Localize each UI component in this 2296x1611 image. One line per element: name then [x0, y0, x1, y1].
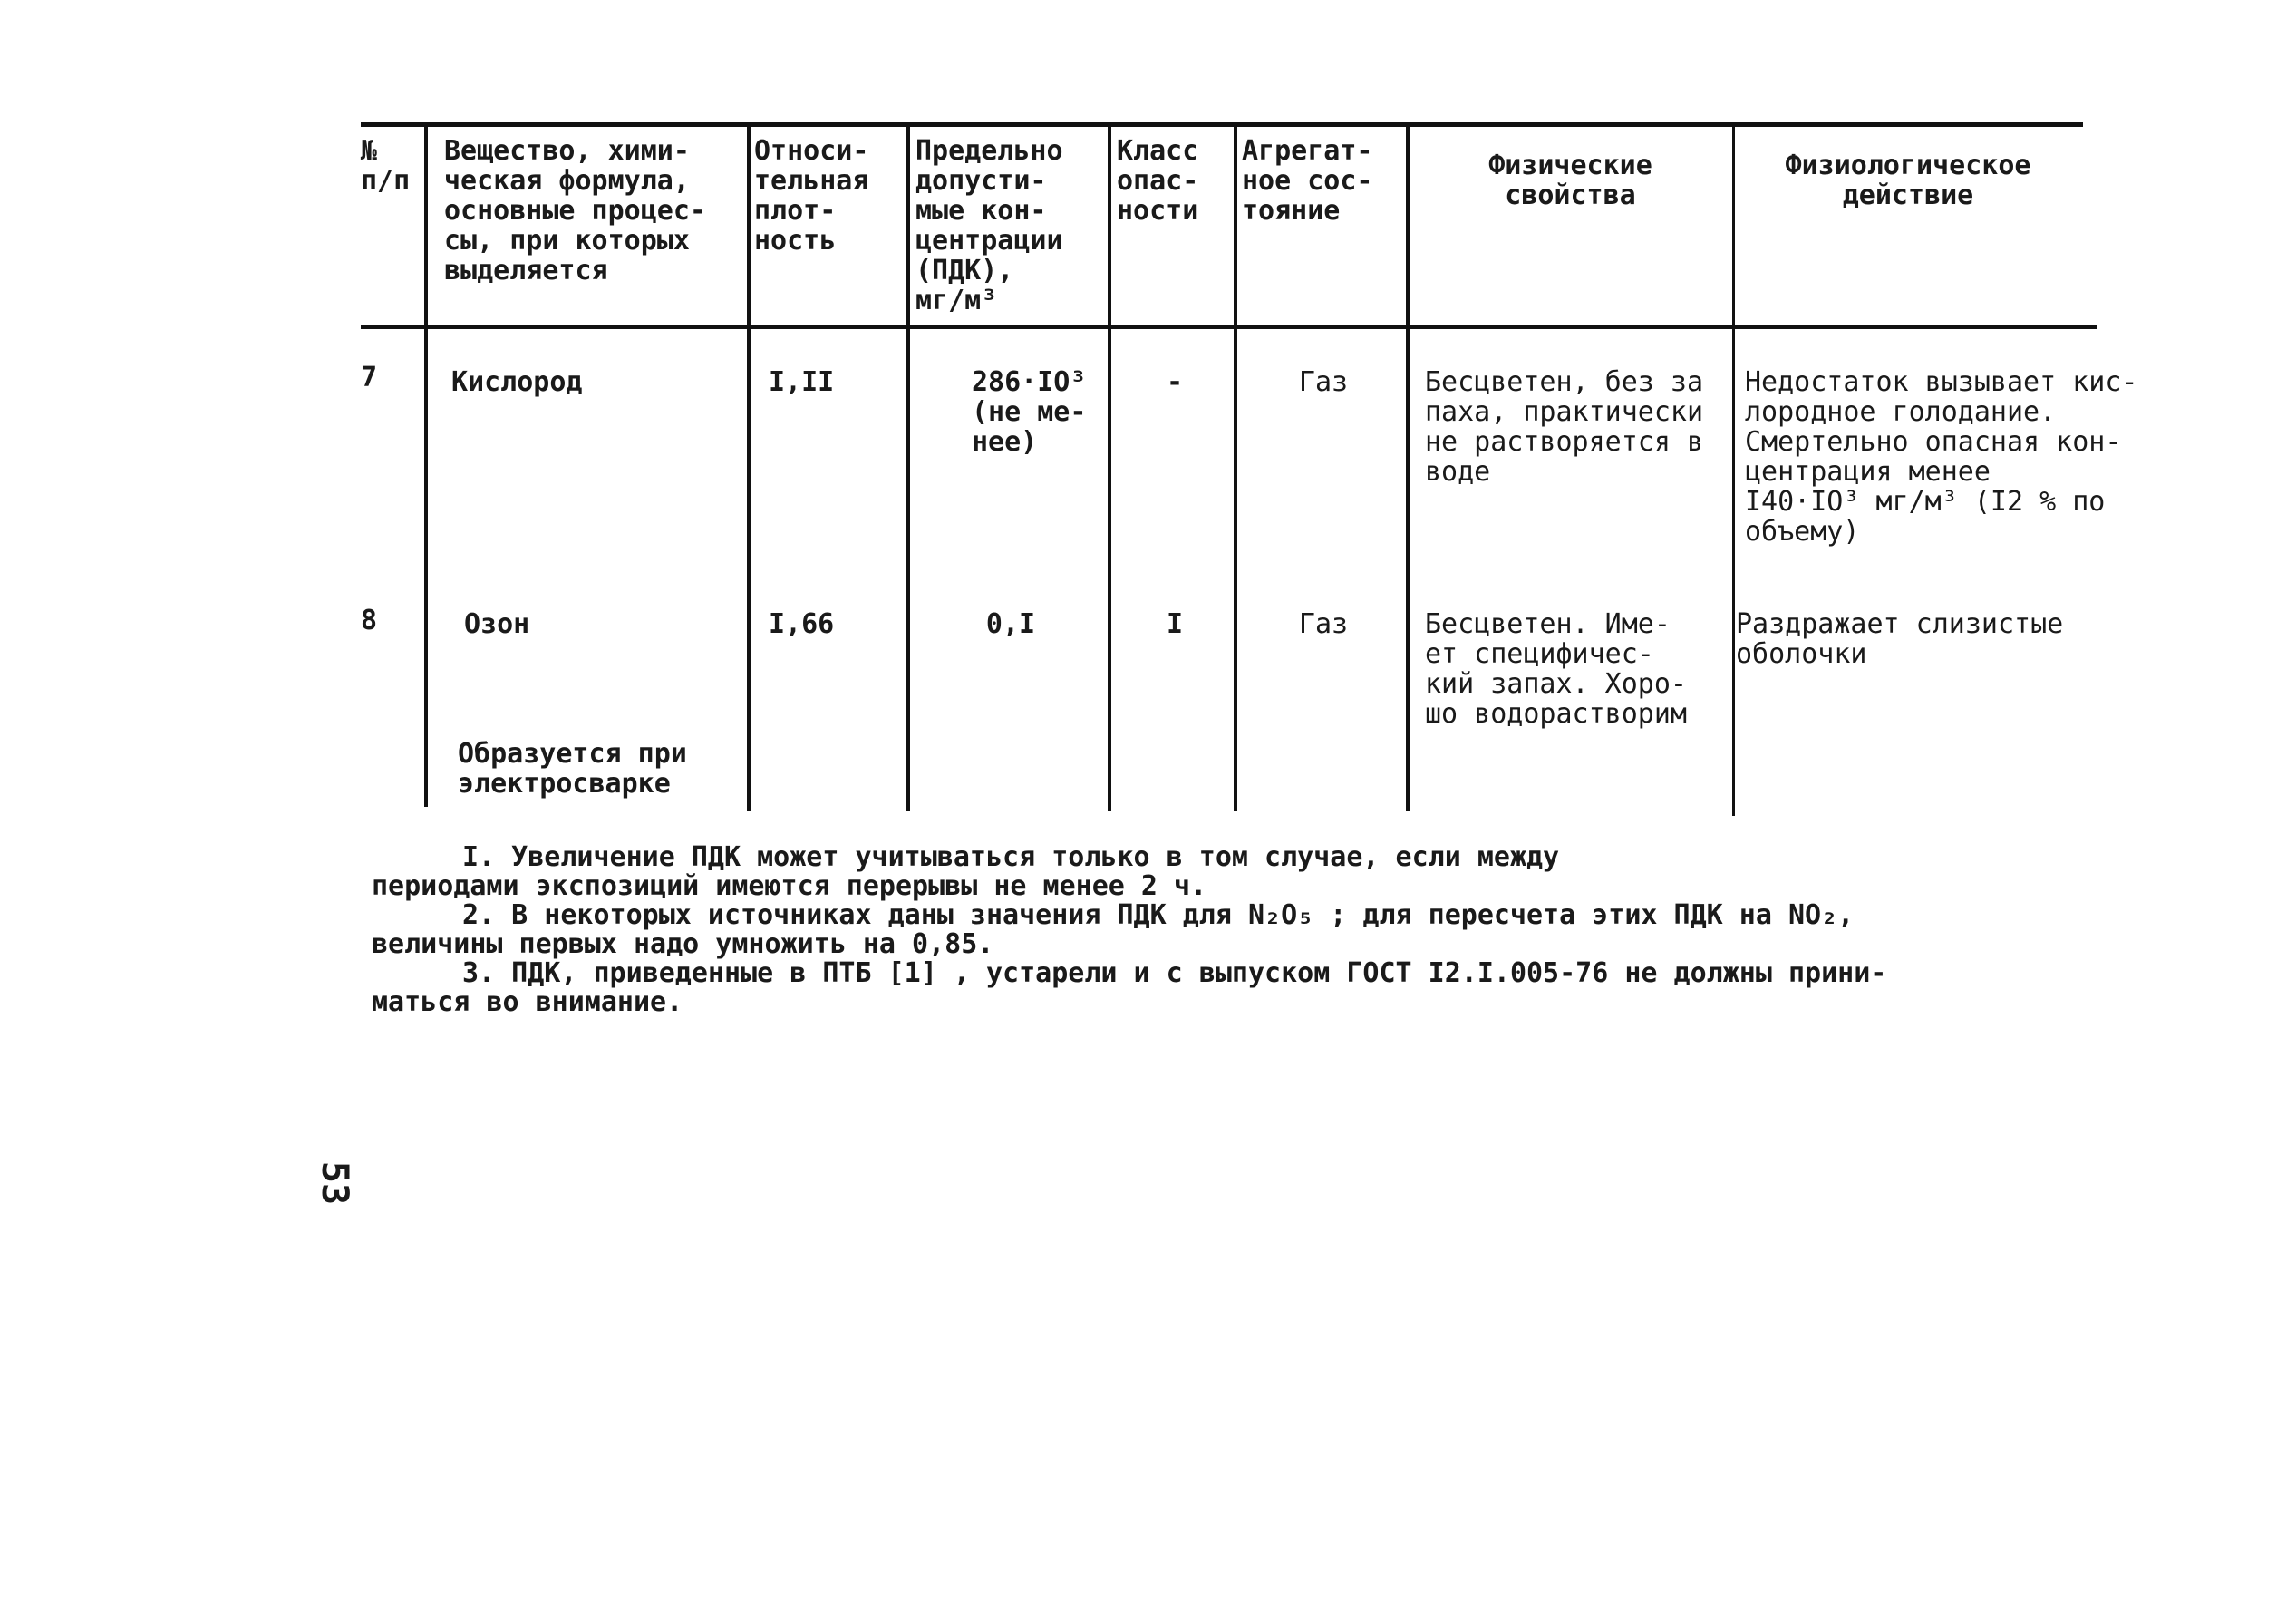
header-density: Относи- тельная плот- ность	[754, 135, 869, 257]
table-col-divider	[424, 127, 428, 807]
footnote-line: 3. ПДК, приведенные в ПТБ [1] , устарели и с выпуском ГОСТ I2.I.005-76 не должны прини-	[462, 957, 1887, 989]
table-col-divider	[906, 127, 910, 811]
row-7-state: Газ	[1298, 366, 1349, 398]
footnotes	[372, 843, 2139, 1017]
row-8-state: Газ	[1298, 608, 1349, 640]
page-number: 53	[314, 1160, 356, 1206]
row-8-density: I,66	[769, 608, 835, 640]
row-7-num: 7	[361, 362, 378, 393]
row-8-physiological: Раздражает слизистые оболочки	[1736, 608, 2064, 670]
table-top-rule	[361, 122, 2083, 127]
row-8-physical: Бесцветен. Име- ет специфичес- кий запах. Хоро- шо водорастворим	[1425, 608, 1687, 730]
header-physiological: Физиологическое действие	[1785, 150, 2031, 211]
header-substance: Вещество, хими- ческая формула, основные процес- сы, при которых выделяется	[444, 135, 706, 286]
header-pdk: Предельно допусти- мые кон- центрации (ПДК), мг/м³	[915, 135, 1063, 316]
row-7-physiological: Недостаток вызывает кис- лородное голодание. Смертельно опасная кон- центрация менее I40·IO³ мг/м³ (I2 % по объему)	[1745, 366, 2138, 548]
footnote-line: периодами экспозиций имеются перерывы не менее 2 ч.	[372, 870, 1207, 902]
row-8-substance-note: Образуется при электросварке	[458, 738, 687, 800]
header-physical: Физические свойства	[1488, 150, 1652, 211]
row-8-substance: Озон	[464, 608, 530, 640]
table-col-divider	[747, 127, 751, 811]
footnote-line: величины первых надо умножить на 0,85.	[372, 928, 994, 960]
table-col-divider	[1108, 127, 1111, 811]
row-7-hazard-class: -	[1166, 366, 1184, 398]
header-num: № п/п	[361, 135, 411, 197]
header-state: Агрегат- ное сос- тояние	[1242, 135, 1373, 227]
row-8-num: 8	[361, 605, 378, 636]
table-col-divider	[1406, 127, 1410, 811]
row-7-physical: Бесцветен, без за паха, практически не растворяется в воде	[1425, 366, 1704, 488]
table-header-rule	[361, 325, 2097, 329]
table-col-divider	[1234, 127, 1237, 811]
header-hazard-class: Класс опас- ности	[1117, 135, 1199, 227]
footnote-line: 2. В некоторых источниках даны значения ПДК для N₂O₅ ; для пересчета этих ПДК на NO₂,	[462, 899, 1855, 931]
footnote-line: маться во внимание.	[372, 986, 683, 1018]
row-7-pdk: 286·IO³ (не ме- нее)	[972, 366, 1087, 458]
row-7-density: I,II	[769, 366, 835, 398]
row-8-hazard-class: I	[1166, 608, 1184, 640]
footnote-line: I. Увеличение ПДК может учитываться только в том случае, если между	[462, 841, 1560, 873]
row-8-pdk: 0,I	[985, 608, 1036, 640]
row-7-substance: Кислород	[451, 366, 583, 398]
